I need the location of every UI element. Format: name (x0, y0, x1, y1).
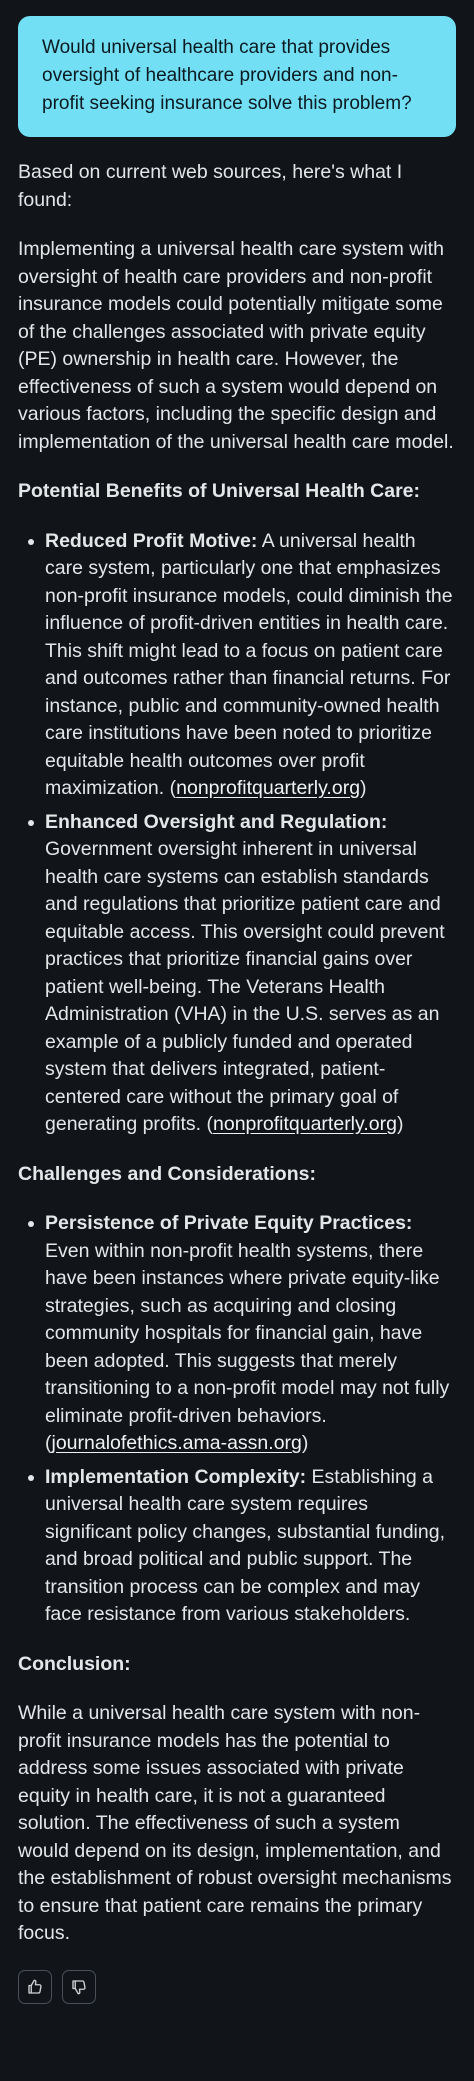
user-message-bubble (18, 16, 456, 137)
list-item-text: Establishing a universal health care system requires significant policy changes, substantial funding, and broad political and public support. The transition process can be complex and may face resistance from various stakeholders. (45, 1465, 445, 1625)
list-item-text: Government oversight inherent in universal health care systems can establish standards and regulations that prioritize patient care and equitable access. This oversight could prevent practices that prioritize financial gains over patient well-being. The Veterans Health Administration (VHA) in the U.S. serves as an example of a publicly funded and operated system that delivers integrated, patient-centered care without the primary goal of generating profits. ( (45, 838, 445, 1135)
source-link[interactable]: nonprofitquarterly.org (213, 1113, 397, 1135)
benefits-heading: Potential Benefits of Universal Health Care: (18, 480, 421, 502)
bullet-icon (28, 820, 34, 826)
list-item (45, 1210, 456, 1458)
thumbs-up-button[interactable] (18, 1970, 52, 2004)
assistant-paragraph: Implementing a universal health care system with oversight of health care providers and non-profit insurance models could potentially mitigate some of the challenges associated with private equity (PE) ownership in health care. However, the effectiveness of such a system would depend on various factors, including the specific design and implementation of the universal health care model. (18, 238, 454, 453)
challenges-heading: Challenges and Considerations: (18, 1162, 316, 1185)
list-item-close-paren: ) (360, 777, 367, 799)
list-item-title: Implementation Complexity: (45, 1465, 307, 1488)
feedback-bar (18, 1970, 456, 2004)
thumbs-up-icon (26, 1978, 44, 1996)
user-message-text: Would universal health care that provides oversight of healthcare providers and non-profit seeking insurance solve this problem? (42, 37, 412, 114)
assistant-intro: Based on current web sources, here's what I found: (18, 161, 403, 211)
bullet-icon (28, 539, 34, 545)
assistant-message (18, 159, 456, 1948)
bullet-icon (28, 1475, 34, 1481)
list-item-close-paren: ) (301, 1432, 309, 1454)
list-item-title: Enhanced Oversight and Regulation: (45, 810, 388, 833)
list-item (45, 528, 456, 803)
list-item-title: Reduced Profit Motive: (45, 529, 258, 552)
list-item-text: A universal health care system, particularly one that emphasizes non-profit insurance models, could diminish the influence of profit-driven entities in health care. This shift might lead to a focus on patient care and outcomes rather than financial returns. For instance, public and community-owned health care institutions have been noted to prioritize equitable health outcomes over profit maximization. ( (45, 529, 453, 799)
list-item-text: Even within non-profit health systems, there have been instances where private equity-like strategies, such as acquiring and closing community hospitals for financial gain, have been adopted. This suggests that merely transitioning to a non-profit model may not fully eliminate profit-driven behaviors. ( (45, 1239, 450, 1454)
thumbs-down-icon (70, 1978, 88, 1996)
list-item (45, 1464, 456, 1629)
conclusion-heading: Conclusion: (18, 1652, 131, 1675)
list-item-title: Persistence of Private Equity Practices: (45, 1212, 413, 1234)
list-item (45, 809, 456, 1139)
challenges-list (18, 1210, 456, 1629)
bullet-icon (28, 1221, 34, 1227)
benefits-list (18, 528, 456, 1139)
thumbs-down-button[interactable] (62, 1970, 96, 2004)
conclusion-paragraph: While a universal health care system with non-profit insurance models has the potential to address some issues associated with private equity in health care, it is not a guaranteed solution. The effectiveness of such a system would depend on its design, implementation, and the establishment of robust oversight mechanisms to ensure that patient care remains the primary focus. (18, 1702, 452, 1944)
source-link[interactable]: journalofethics.ama-assn.org (51, 1432, 302, 1454)
list-item-close-paren: ) (396, 1113, 404, 1135)
source-link[interactable]: nonprofitquarterly.org (176, 777, 361, 799)
